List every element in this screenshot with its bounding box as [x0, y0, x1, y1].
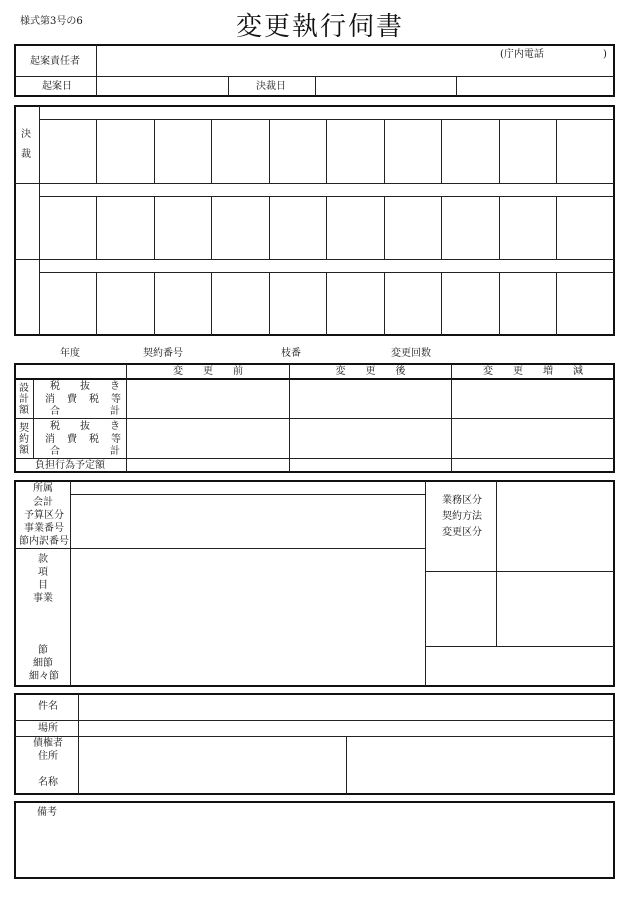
design-before-input[interactable] [128, 380, 288, 417]
stamp-cell[interactable] [97, 274, 153, 334]
proposer-input[interactable] [98, 46, 494, 75]
contract-method-label: 契約方法 [442, 511, 482, 522]
stamp-cell[interactable] [557, 121, 613, 182]
stamp-cell[interactable] [97, 121, 153, 182]
kou-label: 項 [38, 567, 48, 578]
burden-diff-input[interactable] [453, 460, 613, 471]
stamp-cell[interactable] [155, 198, 210, 258]
creditor-name-label: 名称 [38, 777, 58, 788]
draft-date-input[interactable] [98, 78, 227, 95]
col-before-header: 変 更 前 [173, 366, 243, 377]
approval-label-1: 決 [21, 129, 31, 140]
contract-label-1: 契 [19, 423, 29, 434]
creditor-address-label: 住所 [38, 751, 58, 762]
subject-place-label: 場所 [38, 723, 58, 734]
phone-input[interactable] [548, 47, 600, 61]
stamp-cell[interactable] [327, 274, 383, 334]
stamp-cell[interactable] [327, 121, 383, 182]
saisetsu-label: 細節 [33, 658, 53, 669]
budget-div-label: 予算区分 [24, 510, 64, 521]
contract-label-2: 約 [19, 434, 29, 445]
approval-date-label: 決裁日 [256, 81, 286, 92]
stamp-cell[interactable] [385, 198, 440, 258]
remarks-label: 備考 [37, 807, 57, 818]
stamp-cell[interactable] [500, 198, 555, 258]
subject-place-input[interactable] [80, 722, 613, 735]
design-label-1: 設 [19, 383, 29, 394]
change-count-label: 変更回数 [391, 348, 431, 359]
moku-label: 目 [38, 580, 48, 591]
stamp-cell[interactable] [155, 274, 210, 334]
stamp-cell[interactable] [500, 121, 555, 182]
year-label: 年度 [60, 348, 80, 359]
stamp-cell[interactable] [41, 121, 95, 182]
contract-diff-input[interactable] [453, 420, 613, 457]
stamp-cell[interactable] [385, 121, 440, 182]
draft-date-label: 起案日 [42, 81, 72, 92]
burden-before-input[interactable] [128, 460, 288, 471]
stamp-cell[interactable] [385, 274, 440, 334]
approval-label-2: 裁 [21, 149, 31, 160]
contract-label-3: 額 [19, 445, 29, 456]
work-type-label: 業務区分 [442, 495, 482, 506]
stamp-cell[interactable] [212, 274, 268, 334]
stamp-cell[interactable] [270, 121, 325, 182]
remarks-input[interactable] [16, 822, 613, 877]
account-codes-input[interactable] [72, 496, 424, 547]
page-title: 変更執行伺書 [236, 12, 405, 42]
account-label: 会計 [33, 497, 53, 508]
stamp-cell[interactable] [155, 121, 210, 182]
stamp-cell[interactable] [212, 121, 268, 182]
kan-label: 款 [38, 554, 48, 565]
stamp-cell[interactable] [442, 274, 498, 334]
branch-no-label: 枝番 [281, 348, 301, 359]
stamp-cell[interactable] [557, 198, 613, 258]
stamp-cell[interactable] [212, 198, 268, 258]
stamp-cell[interactable] [270, 274, 325, 334]
breakdown-label: 節内訳番号 [19, 536, 69, 547]
stamp-cell[interactable] [442, 198, 498, 258]
form-number: 様式第3号の6 [20, 16, 83, 27]
stamp-cell[interactable] [500, 274, 555, 334]
stamp-cell[interactable] [442, 121, 498, 182]
burden-label: 負担行為予定額 [35, 460, 105, 471]
dept-input[interactable] [72, 482, 424, 493]
stamp-cell[interactable] [270, 198, 325, 258]
design-label-2: 計 [19, 394, 29, 405]
design-label-3: 額 [19, 405, 29, 416]
col-diff-header: 変 更 増 減 [483, 366, 583, 377]
subject-name-input[interactable] [80, 695, 613, 719]
phone-close: ) [603, 49, 607, 60]
stamp-cell[interactable] [97, 198, 153, 258]
stamp-cell[interactable] [557, 274, 613, 334]
budget-items-input[interactable] [72, 550, 424, 685]
creditor-input[interactable] [80, 738, 345, 793]
design-after-input[interactable] [291, 380, 450, 417]
stamp-cell[interactable] [327, 198, 383, 258]
phone-label: (庁内電話 [500, 49, 544, 60]
approval-date-input[interactable] [317, 78, 455, 95]
contract-before-input[interactable] [128, 420, 288, 457]
creditor-label: 債権者 [33, 738, 63, 749]
stamp-cell[interactable] [41, 198, 95, 258]
saisaisetsu-label: 細々節 [29, 671, 59, 682]
setsu-label: 節 [38, 645, 48, 656]
proposer-label: 起案責任者 [30, 56, 80, 67]
dept-label: 所属 [33, 483, 53, 494]
col-after-header: 変 更 後 [335, 366, 406, 377]
creditor-extra-input[interactable] [348, 738, 613, 793]
design-diff-input[interactable] [453, 380, 613, 417]
change-type-label: 変更区分 [442, 527, 482, 538]
contract-no-label: 契約番号 [143, 348, 183, 359]
subject-name-label: 件名 [38, 701, 58, 712]
contract-after-input[interactable] [291, 420, 450, 457]
burden-after-input[interactable] [291, 460, 450, 471]
work-type-input[interactable] [498, 482, 613, 570]
project-no-label: 事業番号 [24, 523, 64, 534]
jigyou-label: 事業 [33, 593, 53, 604]
stamp-cell[interactable] [41, 274, 95, 334]
